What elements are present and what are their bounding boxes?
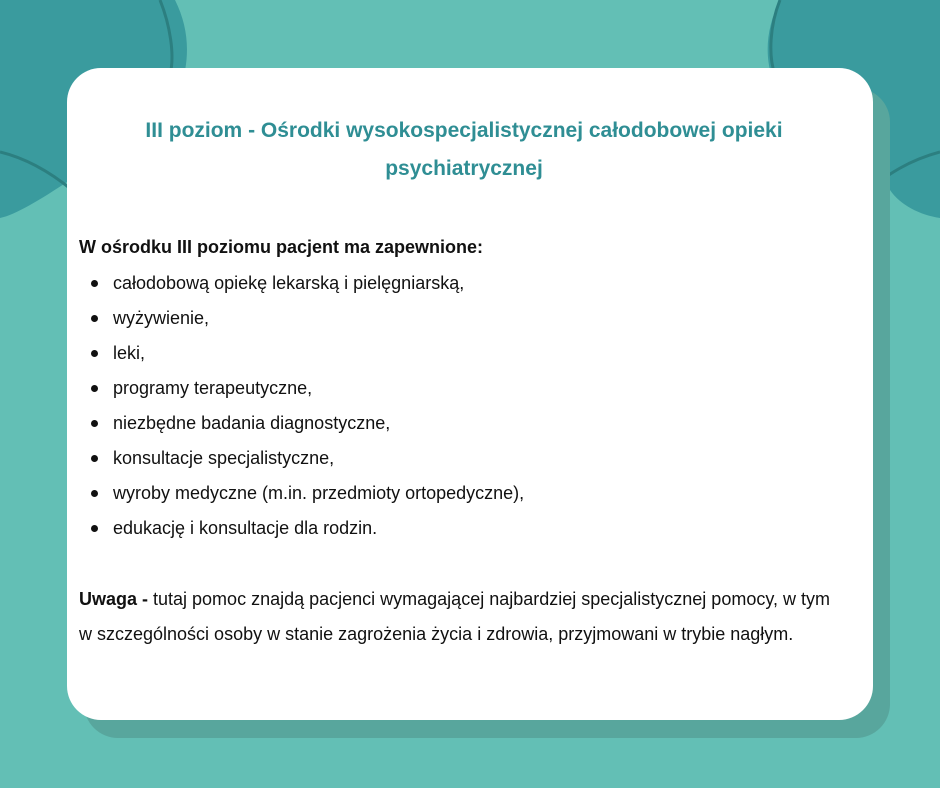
intro-text: W ośrodku III poziomu pacjent ma zapewnione: — [79, 237, 484, 257]
list-item-text: wyżywienie, — [113, 308, 210, 328]
list-item — [79, 301, 833, 336]
page-title: III poziom - Ośrodki wysokospecjalistycznej całodobowej opieki psychiatrycznej — [145, 119, 783, 180]
bullet-icon — [91, 315, 98, 322]
note-paragraph — [79, 582, 833, 652]
list-item — [79, 371, 833, 406]
bullet-icon — [91, 280, 98, 287]
bullet-icon — [91, 420, 98, 427]
bullet-icon — [91, 525, 98, 532]
list-item — [79, 266, 833, 301]
info-card — [67, 68, 873, 720]
list-item-text: leki, — [113, 343, 146, 363]
note-lead: Uwaga - — [79, 589, 149, 609]
list-item-text: całodobową opiekę lekarską i pielęgniarską, — [113, 273, 465, 293]
bullet-icon — [91, 490, 98, 497]
list-item — [79, 476, 833, 511]
bullet-icon — [91, 455, 98, 462]
list-item-text: edukację i konsultacje dla rodzin. — [113, 518, 378, 538]
list-item-text: programy terapeutyczne, — [113, 378, 313, 398]
list-item-text: wyroby medyczne (m.in. przedmioty ortopedyczne), — [113, 483, 525, 503]
list-item-text: niezbędne badania diagnostyczne, — [113, 413, 391, 433]
list-item-text: konsultacje specjalistyczne, — [113, 448, 335, 468]
bullet-icon — [91, 385, 98, 392]
list-item — [79, 511, 833, 546]
list-item — [79, 406, 833, 441]
list-item — [79, 336, 833, 371]
note-text: tutaj pomoc znajdą pacjenci wymagającej najbardziej specjalistycznej pomocy, w tym w szczególności osoby w stanie zagrożenia życia i zdrowia, przyjmowani w trybie nagłym. — [79, 589, 830, 644]
benefits-list — [79, 266, 833, 546]
bullet-icon — [91, 350, 98, 357]
list-item — [79, 441, 833, 476]
